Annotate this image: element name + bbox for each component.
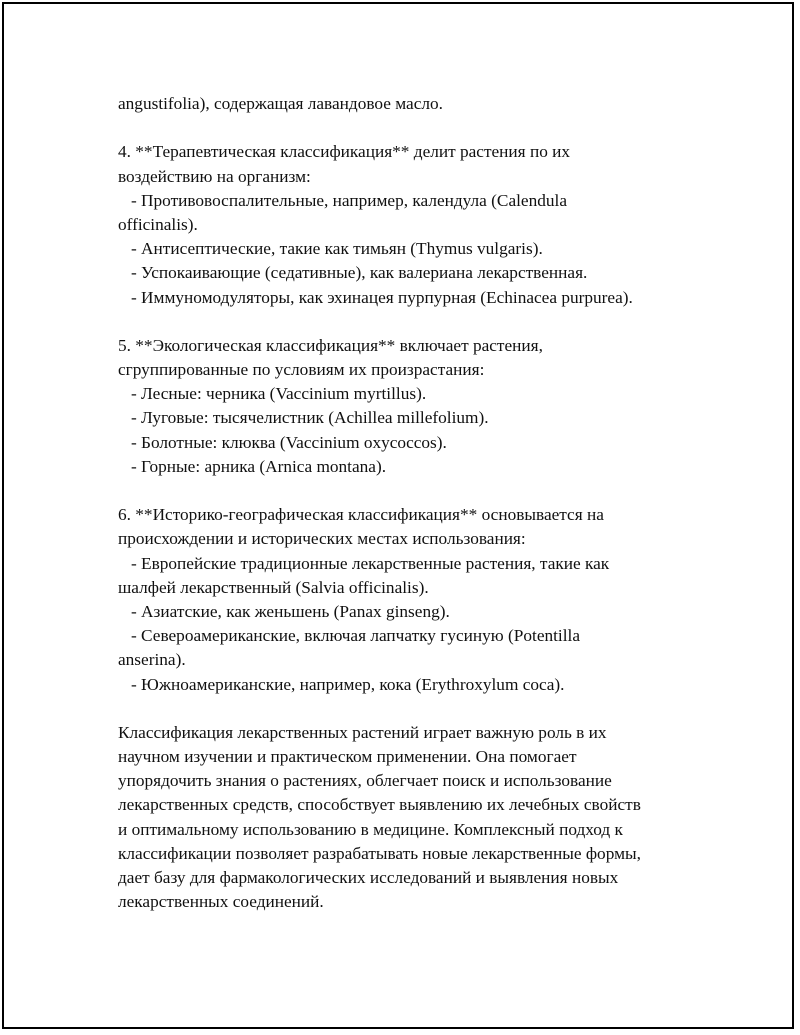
section-line: 4. **Терапевтическая классификация** делит растения по их: [118, 142, 571, 162]
conclusion-line: лекарственных соединений.: [118, 892, 324, 912]
section-line: - Противовоспалительные, например, календула (Calendula: [118, 190, 567, 210]
conclusion-line: научном изучении и практическом применении. Она помогает: [118, 747, 577, 767]
section-line: - Европейские традиционные лекарственные растения, такие как: [118, 553, 610, 573]
section-line: - Южноамериканские, например, кока (Erythroxylum coca).: [118, 674, 565, 694]
section-line: - Антисептические, такие как тимьян (Thymus vulgaris).: [118, 239, 543, 259]
paragraph-gap: [118, 697, 683, 721]
document-body: [118, 92, 683, 914]
paragraph-gap: [118, 479, 683, 503]
section-line: 6. **Историко-географическая классификация** основывается на: [118, 505, 604, 525]
section-line: шалфей лекарственный (Salvia officinalis).: [118, 577, 429, 597]
conclusion-line: лекарственных средств, способствует выявлению их лечебных свойств: [118, 795, 641, 815]
section-line: 5. **Экологическая классификация** включает растения,: [118, 335, 543, 355]
conclusion-paragraph: [118, 721, 683, 915]
section-line: сгруппированные по условиям их произрастания:: [118, 360, 485, 380]
conclusion-line: и оптимальному использованию в медицине. Комплексный подход к: [118, 819, 623, 839]
section-line: воздействию на организм:: [118, 166, 311, 186]
section-line: - Болотные: клюква (Vaccinium oxycoccos).: [118, 432, 447, 452]
section-line: anserina).: [118, 650, 186, 670]
conclusion-line: упорядочить знания о растениях, облегчает поиск и использование: [118, 771, 612, 791]
section-therapeutic: [118, 140, 683, 309]
section-line: - Североамериканские, включая лапчатку гусиную (Potentilla: [118, 626, 581, 646]
conclusion-line: классификации позволяет разрабатывать новые лекарственные формы,: [118, 843, 641, 863]
intro-tail-line: angustifolia), содержащая лавандовое масло.: [118, 94, 443, 113]
conclusion-line: Классификация лекарственных растений играет важную роль в их: [118, 722, 607, 742]
section-historical-geographic: [118, 503, 683, 697]
section-ecological: [118, 334, 683, 479]
section-line: - Лесные: черника (Vaccinium myrtillus).: [118, 384, 427, 404]
section-line: - Успокаивающие (седативные), как валериана лекарственная.: [118, 263, 588, 283]
paragraph-gap: [118, 116, 683, 140]
section-line: - Луговые: тысячелистник (Achillea millefolium).: [118, 408, 489, 428]
section-line: officinalis).: [118, 214, 198, 234]
section-line: происхождении и исторических местах использования:: [118, 529, 526, 549]
conclusion-line: дает базу для фармакологических исследований и выявления новых: [118, 868, 619, 887]
section-line: - Горные: арника (Arnica montana).: [118, 456, 387, 476]
section-line: - Азиатские, как женьшень (Panax ginseng).: [118, 601, 450, 621]
section-line: - Иммуномодуляторы, как эхинацея пурпурная (Echinacea purpurea).: [118, 287, 633, 307]
paragraph-gap: [118, 310, 683, 334]
